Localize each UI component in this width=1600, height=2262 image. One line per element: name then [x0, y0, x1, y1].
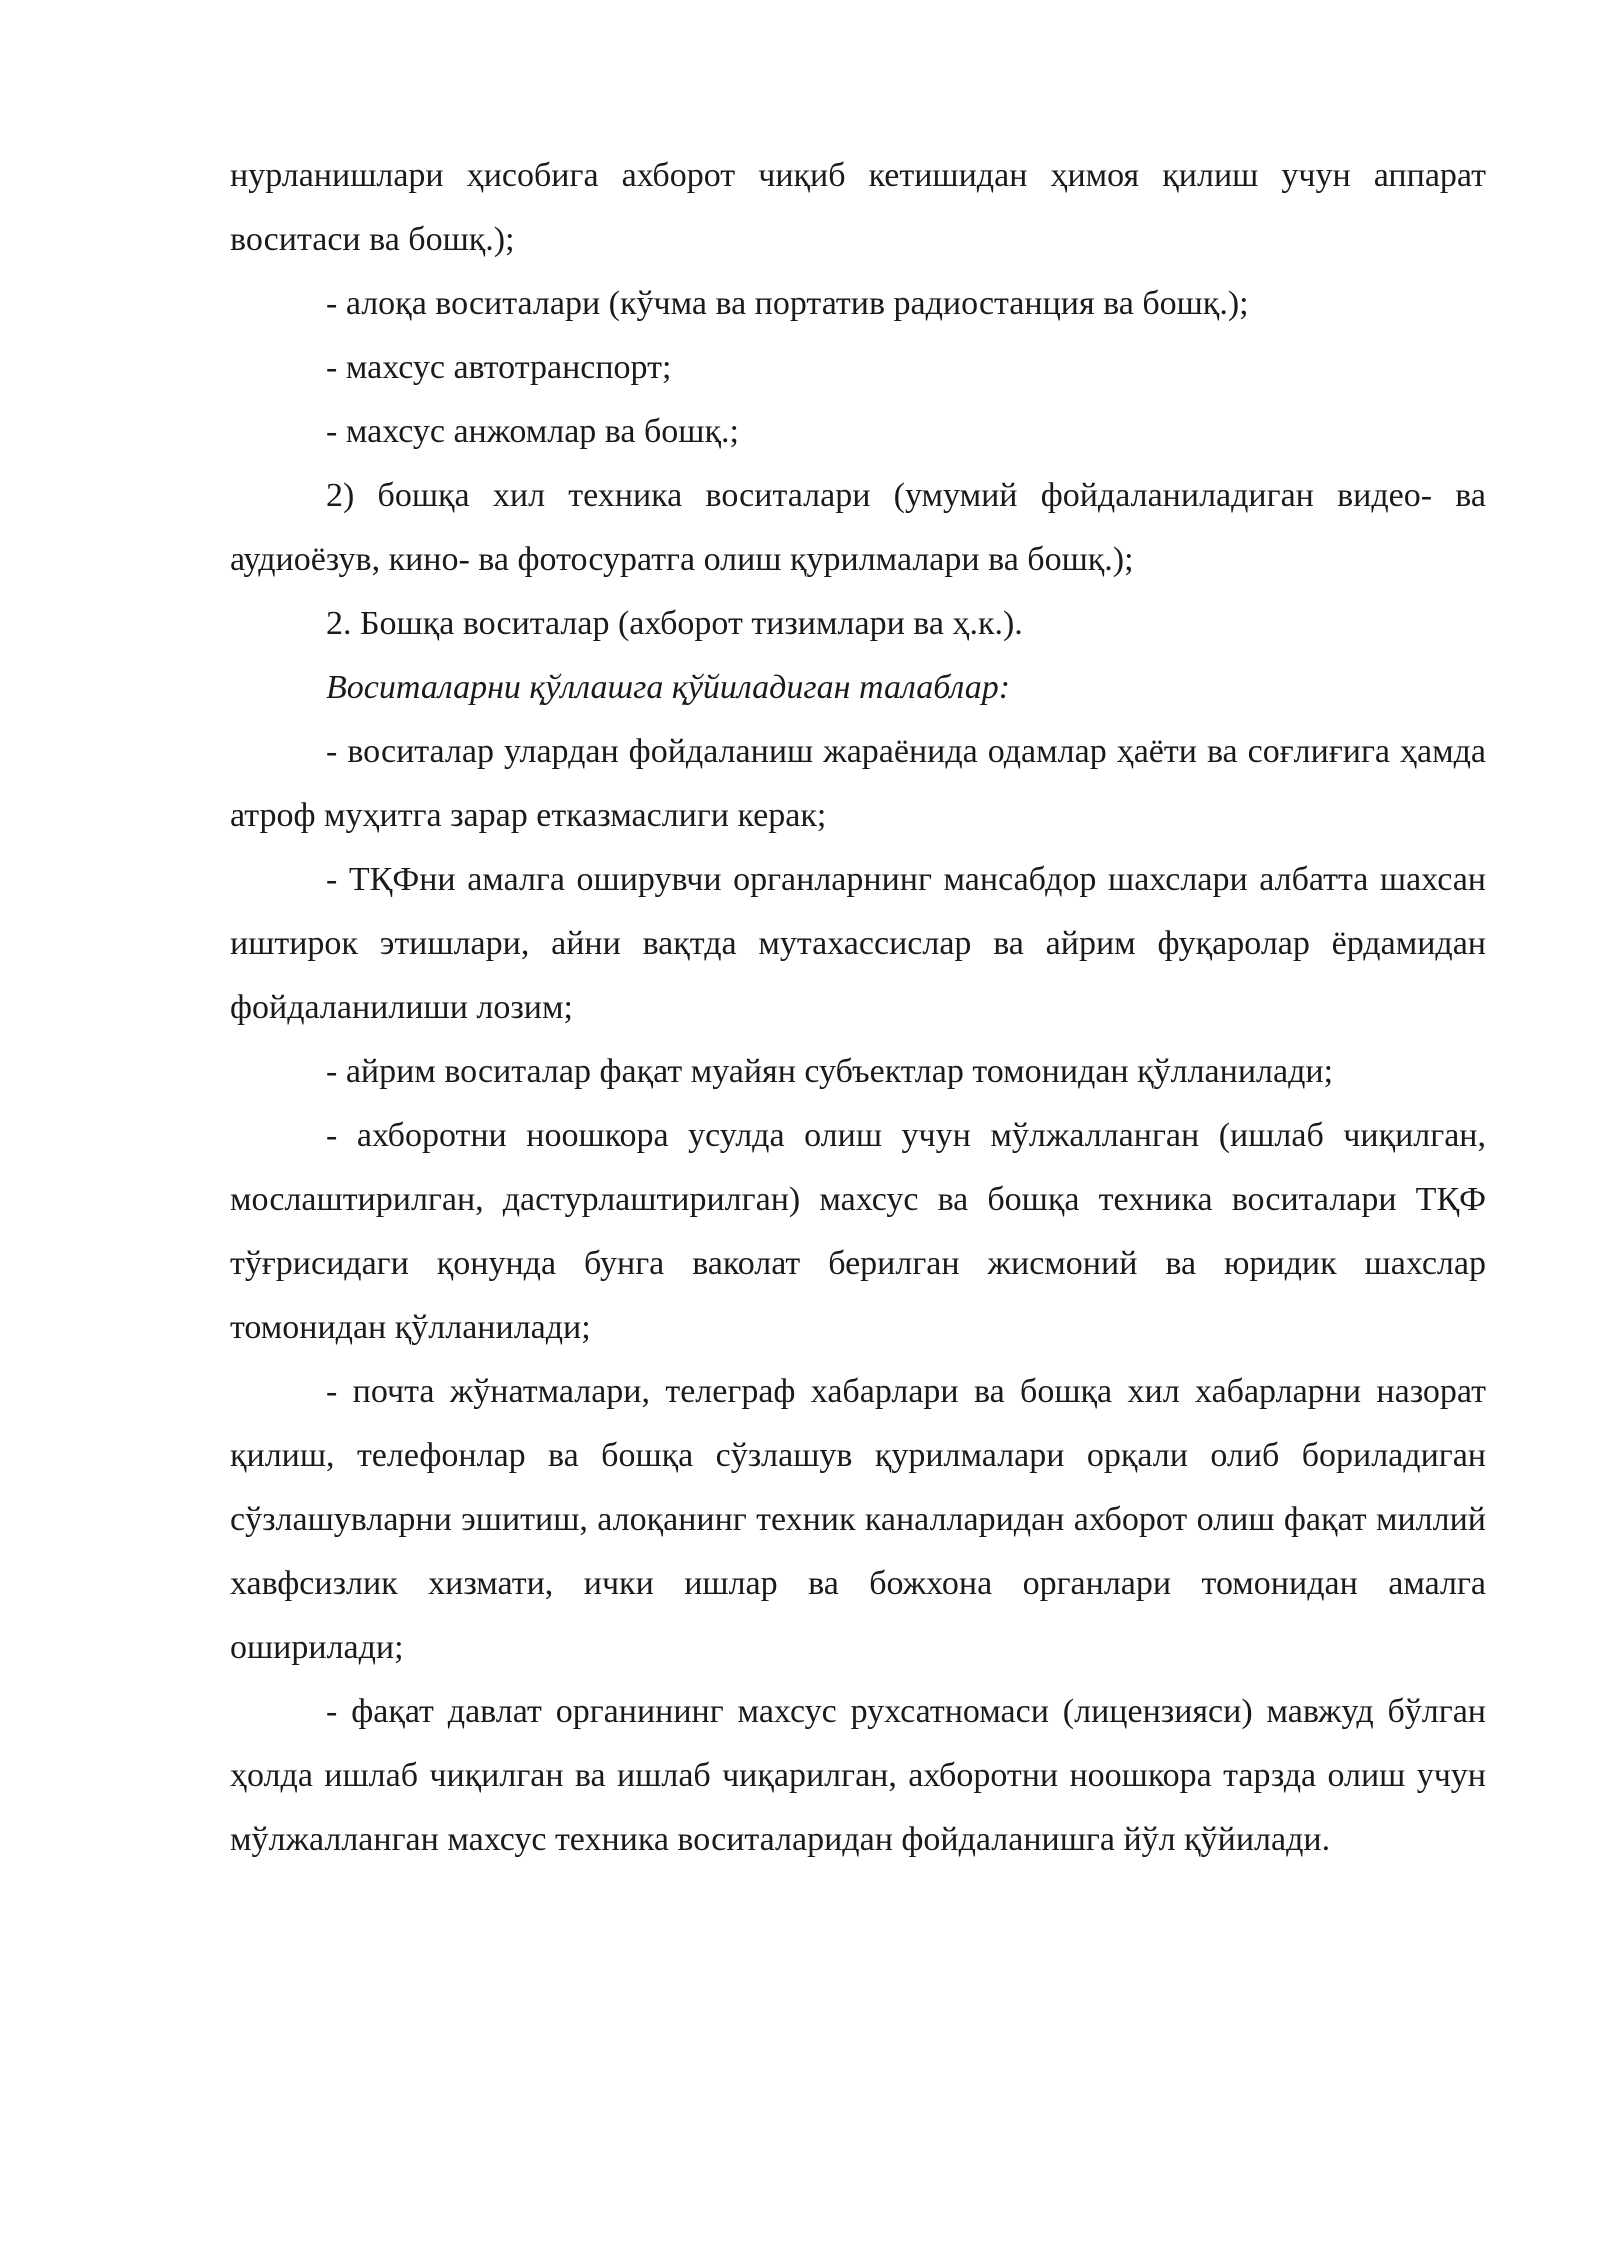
list-item-special-equipment: - махсус анжомлар ва бошқ.; [326, 413, 739, 450]
requirement-officials: - ТҚФни амалга оширувчи органларнинг мансабдор шахслари албатта шахсан иштирок этишлари, айни вақтда мутахассислар ва айрим фуқаролар ёрдамидан фойдаланилиши лозим; [230, 861, 1486, 1026]
section-heading-requirements: Воситаларни қўллашга қўйиладиган талаблар: [326, 669, 1011, 706]
requirement-licensed-equipment: - фақат давлат органининг махсус рухсатномаси (лицензияси) мавжуд бўлган ҳолда ишлаб чиқилган ва ишлаб чиқарилган, ахборотни ноошкора тарзда олиш учун мўлжалланган махсус техника воситаларидан фойдаланишга йўл қўйилади. [230, 1693, 1486, 1858]
requirement-specific-subjects: - айрим воситалар фақат муайян субъектлар томонидан қўлланилади; [326, 1053, 1334, 1090]
paragraph-continuation: нурланишлари ҳисобига ахборот чиқиб кетишидан ҳимоя қилиш учун аппарат воситаси ва бошқ.); [230, 157, 1486, 258]
document-body [230, 144, 1486, 1872]
list-item-communication-means: - алоқа воситалари (кўчма ва портатив радиостанция ва бошқ.); [326, 285, 1249, 322]
requirement-covert-means: - ахборотни ноошкора усулда олиш учун мўлжалланган (ишлаб чиқилган, мослаштирилган, дастурлаштирилган) махсус ва бошқа техника воситалари ТҚФ тўғрисидаги қонунда бунга ваколат берилган жисмоний ва юридик шахслар томонидан қўлланилади; [230, 1117, 1486, 1346]
list-item-other-means: 2. Бошқа воситалар (ахборот тизимлари ва ҳ.к.). [326, 605, 1023, 642]
list-item-special-vehicles: - махсус автотранспорт; [326, 349, 672, 386]
list-item-other-technical-means: 2) бошқа хил техника воситалари (умумий фойдаланиладиган видео- ва аудиоёзув, кино- ва фотосуратга олиш қурилмалари ва бошқ.); [230, 477, 1486, 578]
requirement-safety: - воситалар улардан фойдаланиш жараёнида одамлар ҳаёти ва соғлиғига ҳамда атроф муҳитга зарар етказмаслиги керак; [230, 733, 1486, 834]
requirement-communications-control: - почта жўнатмалари, телеграф хабарлари ва бошқа хил хабарларни назорат қилиш, телефонлар ва бошқа сўзлашув қурилмалари орқали олиб бориладиган сўзлашувларни эшитиш, алоқанинг техник каналларидан ахборот олиш фақат миллий хавфсизлик хизмати, ички ишлар ва божхона органлари томонидан амалга оширилади; [230, 1373, 1486, 1666]
